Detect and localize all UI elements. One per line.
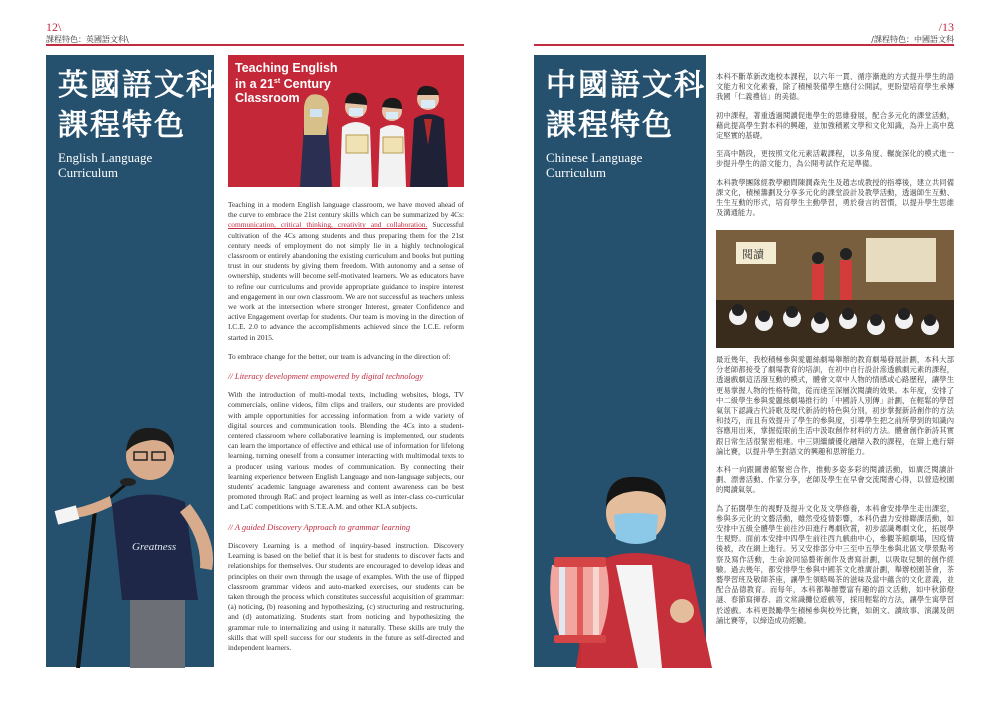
right-page-header	[870, 20, 954, 45]
intro-pre: Teaching in a modern English language classroom, we have moved ahead of the curve to embrace the 21st century skills which can be summarized by 4Cs:	[228, 200, 464, 220]
left-title-zh-line1: 英國語文科	[58, 68, 218, 103]
literacy-paragraph: With the introduction of multi-modal texts, including websites, blogs, TV commercials, online videos, film clips and trailers, our students are provided with ample opportunities for accessing information from a wide variety of digital sources and communication tools. Blending the 4Cs into a student-centered classroom where collaborative learning is implemented, our students can learn the importance of effective and ethical use of information for lifelong learning, turning oneself from a consumer interacting with multimodal texts to a producer using various modes of communication. By connecting their learning experience between English Language and non-language subjects, our students' academic language awareness and content awareness can be best promoted through RaC and project learning as well as inter-class co-curricular and LaC competitions with S.T.E.A.M. and other KLA subjects.	[228, 390, 464, 512]
caption-line2-pre: in a 21	[235, 77, 274, 92]
zh-paragraph-3: 至高中階段，更按照文化元素活載課程，以多角度、輾旋深化的模式進一步提升學生的語文能力，為公開考試作充足準備。	[716, 149, 954, 169]
left-title-zh-line2: 課程特色	[58, 108, 186, 143]
left-header-rule	[46, 44, 464, 46]
right-body-bottom	[716, 355, 954, 634]
award-photo	[228, 55, 464, 187]
grammar-paragraph: Discovery Learning is a method of inquiry-based instruction. Discovery Learning is based on the belief that it is best for students to discover facts and relationships for themselves. Our students are encouraged to develop ideas and principles on their own through the usage of examples. With the use of flipped classroom grammar videos and auto-marked exercises, our students can be taken through the process which constitutes successful acquisition of grammar: (a) noticing, (b) reasoning and hypothesizing, (c) structuring and restructuring, and (d) automatizing. Students start from noticing and hypothesizing the grammar rule to internalizing and using it naturally. These skills are truly the skills that will spell success for our students in the future as self-directed and independent learners.	[228, 540, 464, 652]
left-title-zh	[58, 66, 218, 146]
left-title-en	[58, 150, 152, 180]
zh-paragraph-4: 本科教學團隊經教學顧問陳潤森先生及趙志成教授的指導後，建立共同備課文化，積極籌劃及分享多元化的課堂設計及教學活動，透過師生互動、生生互動的形式，培育學生主動學習，勇於發言的習慣，以提升學生思維及溝通能力。	[716, 177, 954, 218]
right-page-number: /13	[938, 20, 954, 34]
right-section-label: /課程特色：中國語文科	[871, 35, 954, 44]
right-title-zh-line2: 課程特色	[546, 108, 674, 143]
zh-paragraph-2: 初中課程，著重透過閱讀促進學生的思維發展，配合多元化的課堂活動，藉此提高學生對本科的興趣，並加強積累文學和文化知識，為升上高中奠定堅實的基礎。	[716, 110, 954, 141]
zh-paragraph-7: 為了拓闊學生的視野及提升文化及文學修養，本科會安排學生走出課室，參與多元化的文藝活動，雖然受疫情影響，本科仍盡力安排聯課活動，如安排中五級全體學生前往沙田進行粵劇欣賞，初步認識粵劇文化，拓展學生視野。面前本安排中四學生前往西九戲曲中心，參觀茶館劇場，因疫情後被，改在網上進行。另又安排部分中三至中五學生參與北區文學景點考察及寫作活動，生命說同協藝術創作及書寫計劃，以吸取兒類的創作經驗。過去幾年，都安排學生參與中國茶文化推廣計劃，舉辦校園茶會，茶藝學習班及敬師茶座，讓學生領略喝茶的滋味及當中蘊含的文化意義，並配合品德教育。而每年，本科都舉辦豐富有趣的語文活動，如中秋節燈謎、春節寫揮春、語文常識攤位遊戲等，採用輕鬆的方法，讓學生寓學習於遊戲。本科更鼓勵學生積極參與校外比賽，如朗文、讀故事、演講及朗誦比賽等，以締造成功經驗。	[716, 503, 954, 625]
left-page-header	[46, 20, 129, 45]
caption-line2-post: Century	[280, 77, 331, 92]
intro-post: Successful cultivation of the 4Cs among students and thus preparing them for the 21st century needs of employment do not simply lie in a highly technological classroom or entirely abandoning the existing curriculum and books but putting trust in our students by giving them freedom. With autonomy and a sense of ownership, students will become self-motivated learners. We as educators have to refine our curriculums and provide appropriate guidance to inspire interest and engagement in our own classroom. We are not successful as teachers unless we work at the intersection where stronger Interest, greater Confidence and active Engagement overlap for students. Our team is moving in the direction of I.C.E. 2.0 to advance the accomplishments achieved since the I.C.E. reform started in 2015.	[228, 220, 464, 342]
right-header-rule	[534, 44, 954, 46]
left-title-en-line1: English Language	[58, 150, 153, 165]
student-speaking-photo	[40, 400, 225, 668]
right-body-top	[716, 72, 954, 226]
left-page-number: 12\	[46, 20, 62, 34]
intro-paragraph	[228, 200, 464, 343]
heading-literacy: // Literacy development empowered by digital technology	[228, 371, 424, 382]
heading-grammar: // A guided Discovery Approach to grammar learning	[228, 521, 411, 532]
left-section-label: 課程特色：英國語文科\	[46, 35, 129, 44]
drama-banner-text: 閱讀	[742, 248, 764, 261]
left-title-en-line2: Curriculum	[58, 165, 118, 180]
right-title-en	[546, 150, 642, 180]
caption-line2-sup: st	[273, 78, 281, 85]
right-title-en-line1: Chinese Language	[546, 150, 643, 165]
shirt-text: Greatness	[132, 541, 177, 553]
left-body-text	[228, 200, 464, 662]
zh-paragraph-5: 最近幾年，我校積極參與愛麗絲劇場舉辦的教育劇場發展計劃，本科大部分老師都接受了劇場教育的培訓，在初中自行設計滲透戲劇元素的課程，透過戲劇這活潑互動的模式，體會文章中人物的情感或心路歷程，讓學生更易掌握人物的性格特徵，從而達至深層次閱讀的效果。本年度，安排了中二級學生參與愛麗絲劇場推行的「中國詩人別傳」計劃，在輕鬆的學習氣氛下認識古代詩歌及現代新詩的特色與分別，初步掌握新詩創作的方法和技巧，而且有效提升了學生的參與度，引導學生把之前所學到的知識內容應用出來，掌握從眼前生活中汲取創作材料的方法。體會創作新詩其實跟日常生活很緊密相連。中三則繼續優化融辯入教的課程，在辯上進行辯論比賽，以提升學生對語文的興趣和思辨能力。	[716, 355, 954, 456]
student-lantern-photo	[540, 415, 712, 668]
drama-class-photo	[716, 230, 954, 348]
right-title-zh	[546, 66, 706, 146]
zh-paragraph-1: 本科不斷革新改進校本課程，以六年一貫、循序漸進的方式提升學生的語文能力和文化素養，除了積極裝備學生應付公開試，更盼望培育學生承傳我國「仁義禮信」的美德。	[716, 72, 954, 102]
intro-4cs: communication, critical thinking, creativity and collaboration.	[228, 220, 428, 230]
caption-line1: Teaching English	[235, 61, 338, 75]
right-title-en-line2: Curriculum	[546, 165, 606, 180]
zh-paragraph-6: 本科一向跟圖書館緊密合作，推動多姿多彩的閱讀活動，如廣泛閱讀計劃、漂書活動、作家分享，老師及學生在早會交流閱書心得，以營造校園的閱讀氣氛。	[716, 465, 954, 495]
caption-line3: Classroom	[235, 91, 300, 106]
direction-paragraph: To embrace change for the better, our team is advancing in the direction of:	[228, 351, 451, 361]
right-title-zh-line1: 中國語文科	[546, 68, 706, 103]
